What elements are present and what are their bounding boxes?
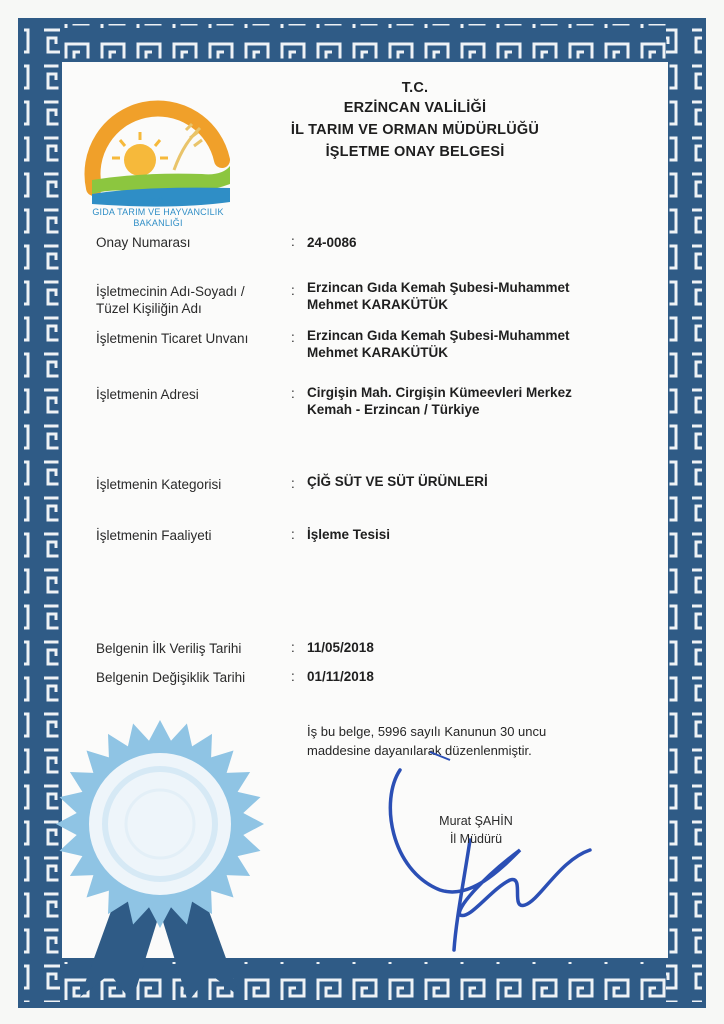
logo-ministry-text: GIDA TARIM VE HAYVANCILIK [92,207,224,217]
rosette-seal-icon [40,712,280,1002]
legal-note-line-1: İş bu belge, 5996 sayılı Kanunun 30 uncu [307,724,547,739]
colon: : [291,234,295,249]
activity-value: İşleme Tesisi [307,527,391,542]
colon: : [291,283,295,298]
first-issue-date-value: 11/05/2018 [307,640,374,655]
operator-name-value-1: Erzincan Gıda Kemah Şubesi-Muhammet [307,280,570,295]
category-label: İşletmenin Kategorisi [96,477,222,492]
colon: : [291,330,295,345]
heading-directorate: İL TARIM VE ORMAN MÜDÜRLÜĞÜ [290,122,540,138]
first-issue-date-label: Belgenin İlk Veriliş Tarihi [96,641,242,656]
legal-note-line-2: maddesine dayanılarak düzenlenmiştir. [307,743,532,758]
operator-name-value-2: Mehmet KARAKÜTÜK [307,297,448,312]
handwritten-signature [360,740,620,970]
activity-label: İşletmenin Faaliyeti [96,528,212,543]
document-title: İŞLETME ONAY BELGESİ [325,144,505,160]
colon: : [291,386,295,401]
signatory [426,812,526,848]
change-date-value: 01/11/2018 [307,669,374,684]
heading-governorship: ERZİNCAN VALİLİĞİ [343,100,487,116]
colon: : [291,476,295,491]
approval-number-label: Onay Numarası [96,235,191,250]
operator-name-label-2: Tüzel Kişiliğin Adı [96,301,202,316]
address-label: İşletmenin Adresi [96,387,199,402]
colon: : [291,669,295,684]
colon: : [291,527,295,542]
operator-name-label-1: İşletmecinin Adı-Soyadı / [96,284,245,299]
signatory-title: İl Müdürü [449,832,503,846]
heading-tc: T.C. [401,80,429,96]
trade-name-value-1: Erzincan Gıda Kemah Şubesi-Muhammet [307,328,570,343]
approval-number-value: 24-0086 [307,235,357,250]
change-date-label: Belgenin Değişiklik Tarihi [96,670,246,685]
address-value-2: Kemah - Erzincan / Türkiye [307,402,480,417]
category-value: ÇİĞ SÜT VE SÜT ÜRÜNLERİ [307,474,488,489]
signatory-name: Murat ŞAHİN [439,814,513,828]
address-value-1: Cirgişin Mah. Cirgişin Kümeevleri Merkez [307,385,572,400]
trade-name-label: İşletmenin Ticaret Unvanı [96,331,249,346]
logo-ministry-text-2: BAKANLIĞI [133,218,183,228]
colon: : [291,640,295,655]
logo-tc-text: T.C. [149,196,167,206]
trade-name-value-2: Mehmet KARAKÜTÜK [307,345,448,360]
